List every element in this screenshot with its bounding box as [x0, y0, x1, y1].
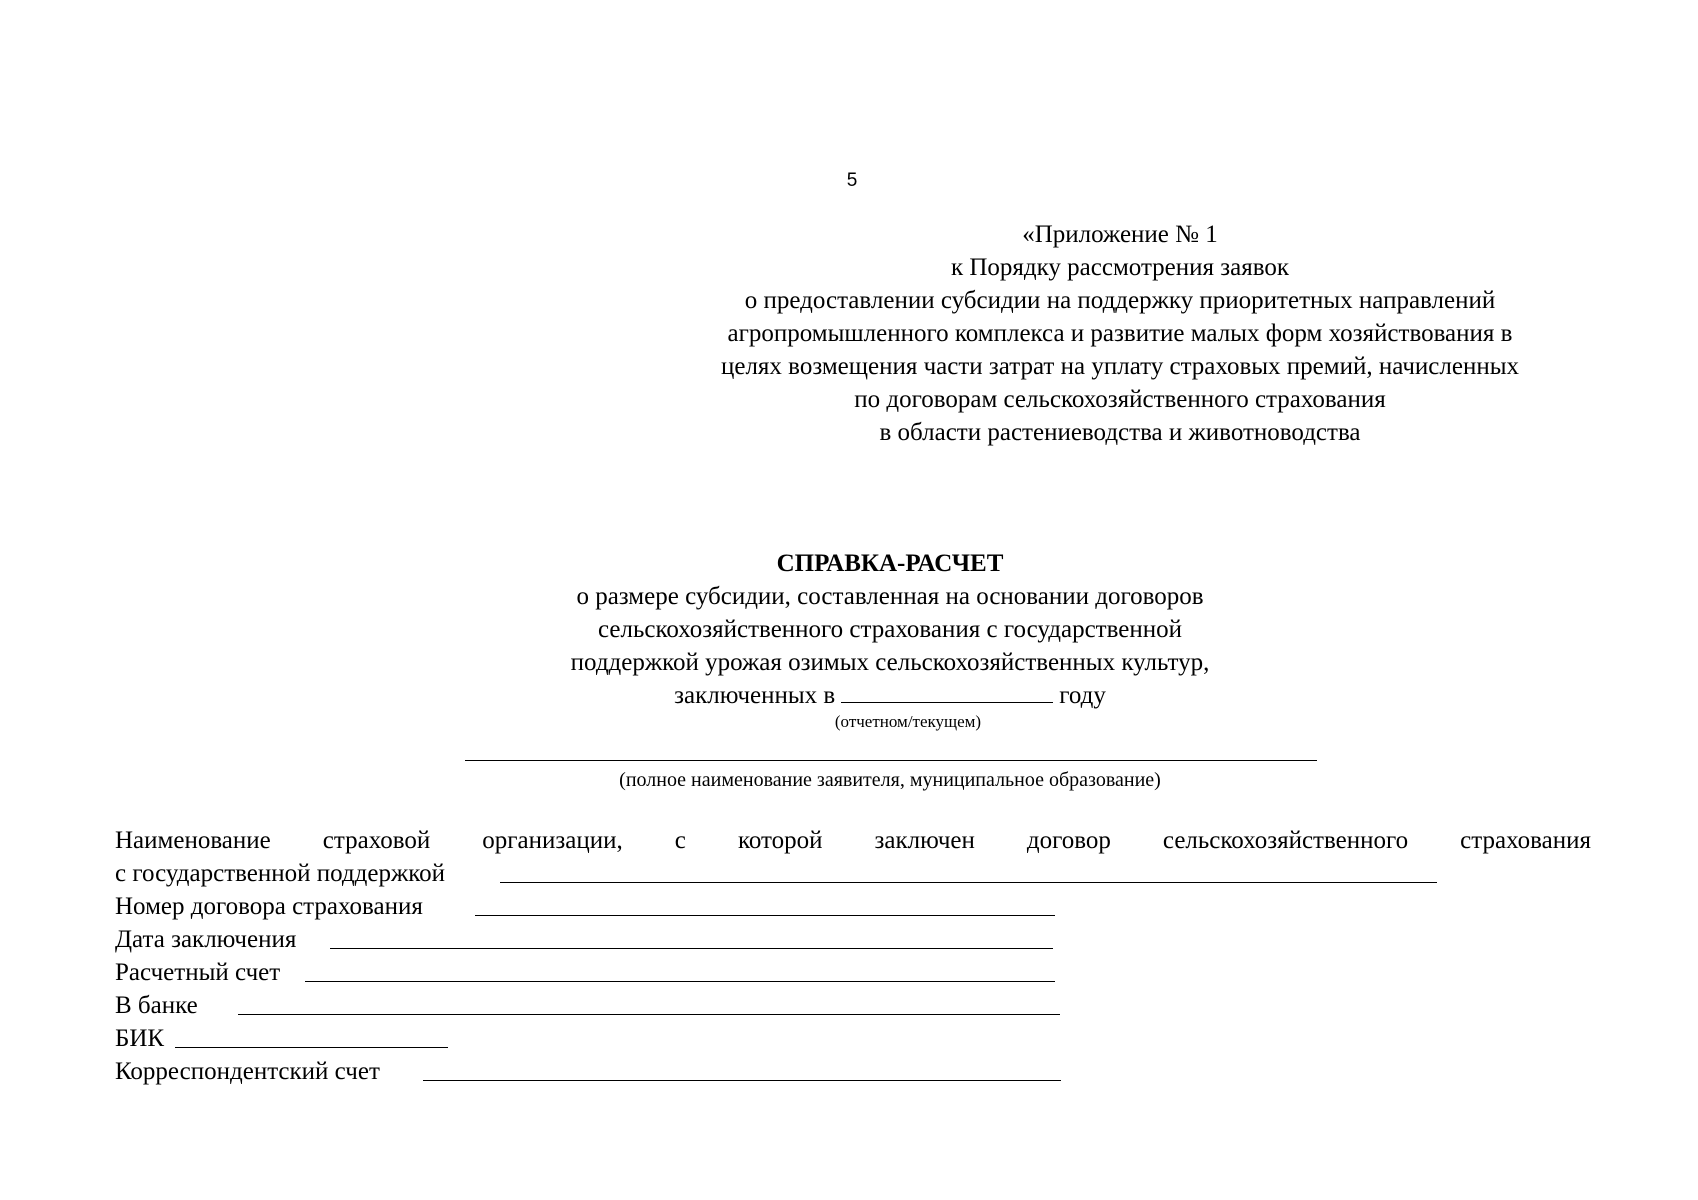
title-line: о размере субсидии, составленная на основании договоров — [576, 583, 1204, 610]
bik-row — [115, 1022, 1591, 1055]
bank-row — [115, 989, 1591, 1022]
insurance-details-form — [115, 824, 1591, 1088]
insurer-cont-row — [115, 857, 1591, 890]
bank-label: В банке — [115, 992, 198, 1019]
conclusion-date-row — [115, 923, 1591, 956]
correspondent-account-field[interactable] — [423, 1080, 1061, 1081]
settlement-account-field[interactable] — [305, 981, 1055, 982]
appendix-line: к Порядку рассмотрения заявок — [950, 254, 1290, 281]
year-field[interactable] — [841, 682, 1053, 703]
insurer-word: которой — [737, 827, 823, 854]
conclusion-date-label: Дата заключения — [115, 926, 297, 953]
insurer-label — [115, 824, 1591, 857]
title-line: поддержкой урожая озимых сельскохозяйственных культур, — [570, 649, 1210, 676]
appendix-header — [640, 218, 1600, 449]
document-title-block — [410, 547, 1370, 712]
settlement-account-row — [115, 956, 1591, 989]
insurer-word: договор — [1026, 827, 1111, 854]
year-suffix: году — [1059, 682, 1106, 709]
bik-field[interactable] — [175, 1047, 448, 1048]
settlement-account-label: Расчетный счет — [115, 959, 281, 986]
insurer-word: страховой — [322, 827, 431, 854]
appendix-line: в области растениеводства и животноводства — [879, 419, 1361, 446]
insurer-word: страхования — [1460, 827, 1591, 854]
insurer-cont-label: с государственной поддержкой — [115, 860, 445, 887]
insurer-word: с — [674, 827, 686, 854]
appendix-line: агропромышленного комплекса и развитие малых форм хозяйствования в — [727, 320, 1513, 347]
bik-label: БИК — [115, 1025, 165, 1052]
appendix-line: о предоставлении субсидии на поддержку приоритетных направлений — [744, 287, 1496, 314]
document-title: СПРАВКА-РАСЧЕТ — [776, 550, 1004, 577]
appendix-line: целях возмещения части затрат на уплату страховых премий, начисленных — [720, 353, 1520, 380]
insurer-word: Наименование — [115, 827, 271, 854]
contract-number-row — [115, 890, 1591, 923]
bank-field[interactable] — [238, 1014, 1060, 1015]
appendix-line: «Приложение № 1 — [1022, 221, 1218, 248]
contract-number-field[interactable] — [475, 915, 1055, 916]
contract-number-label: Номер договора страхования — [115, 893, 423, 920]
page-number: 5 — [846, 170, 858, 191]
insurer-word: сельскохозяйственного — [1162, 827, 1409, 854]
correspondent-account-label: Корреспондентский счет — [115, 1058, 380, 1085]
insurer-word: заключен — [874, 827, 975, 854]
correspondent-account-row — [115, 1055, 1591, 1088]
appendix-line: по договорам сельскохозяйственного страхования — [854, 386, 1386, 413]
year-row — [410, 679, 1370, 712]
year-caption: (отчетном/текущем) — [834, 712, 982, 731]
applicant-name-field[interactable] — [465, 760, 1317, 761]
insurer-name-field[interactable] — [500, 882, 1437, 883]
applicant-caption: (полное наименование заявителя, муниципальное образование) — [619, 769, 1161, 791]
title-line: сельскохозяйственного страхования с государственной — [597, 616, 1182, 643]
insurer-word: организации, — [482, 827, 623, 854]
insurer-row — [115, 824, 1591, 857]
conclusion-date-field[interactable] — [330, 948, 1053, 949]
year-prefix: заключенных в — [674, 682, 836, 709]
